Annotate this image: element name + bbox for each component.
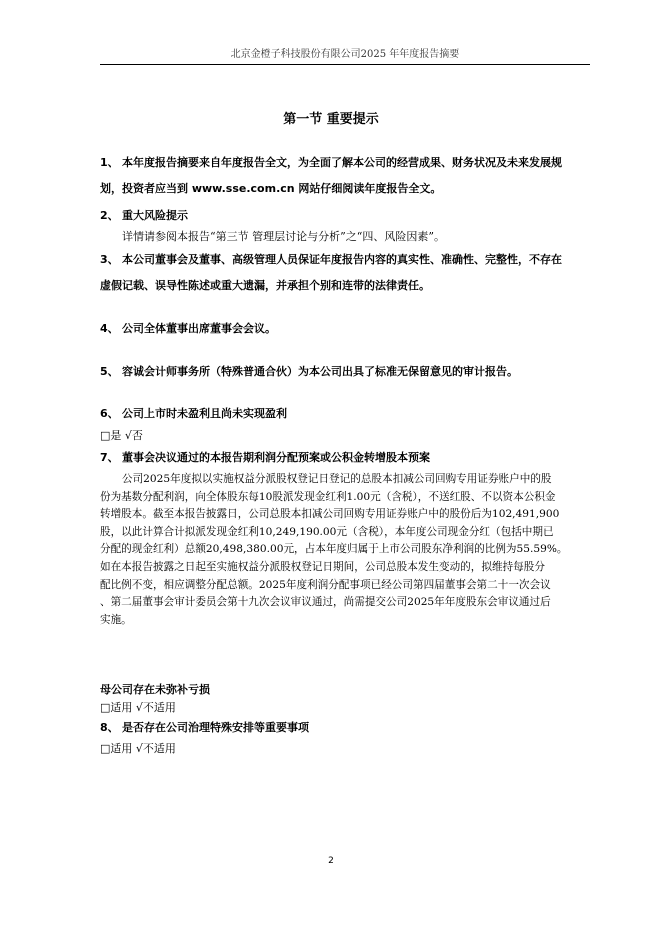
paragraph-line: 股，以此计算合计拟派发现金红利10,249,190.00元（含税），本年度公司现金分红（包括中期已 <box>100 525 554 538</box>
item-3-line-2: 虚假记载、误导性陈述或重大遗漏，并承担个别和连带的法律责任。 <box>100 279 430 292</box>
item-6-options: □是 √否 <box>100 429 143 442</box>
paragraph-line: 如在本报告披露之日起至实施权益分派股权登记日期间，公司总股本发生变动的，拟维持每股分 <box>100 560 545 573</box>
item-4-title: 公司全体董事出席董事会会议。 <box>122 322 276 335</box>
paragraph-line: 份为基数分配利润，向全体股东每10股派发现金红利1.00元（含税），不送红股、不以资本公积金 <box>100 490 556 503</box>
item-1-line-2: 划，投资者应当到 www.sse.com.cn 网站仔细阅读年度报告全文。 <box>100 182 442 195</box>
page-number: 2 <box>328 856 334 866</box>
page-header: 北京金橙子科技股份有限公司2025 年年度报告摘要 <box>100 45 590 65</box>
paragraph-line: 分配的现金红利）总额20,498,380.00元，占本年度归属于上市公司股东净利润的比例为55.59%。 <box>100 543 568 556</box>
parent-loss-options: □适用 √不适用 <box>100 701 176 714</box>
item-5-number: 5、 <box>100 365 119 378</box>
item-8-number: 8、 <box>100 721 119 734</box>
paragraph-line: 转增股本。截至本报告披露日，公司总股本扣减公司回购专用证券账户中的股份后为102,491,900 <box>100 508 560 521</box>
item-2-number: 2、 <box>100 209 119 222</box>
item-7-line <box>100 450 430 466</box>
item-5-line <box>100 364 518 380</box>
item-2-title-line <box>100 208 188 224</box>
item-5-title: 容诚会计师事务所（特殊普通合伙）为本公司出具了标准无保留意见的审计报告。 <box>122 365 518 378</box>
item-2-text: 详情请参阅本报告“第三节 管理层讨论与分析”之“四、风险因素”。 <box>122 230 445 243</box>
item-8-options: □适用 √不适用 <box>100 742 176 755</box>
item-4-line <box>100 321 276 337</box>
paragraph-line: 、第二届董事会审计委员会第十九次会议审议通过，尚需提交公司2025年年度股东会审议通过后 <box>100 596 551 609</box>
item-6-line <box>100 406 287 422</box>
dividend-paragraph <box>100 471 590 629</box>
item-7-number: 7、 <box>100 451 119 464</box>
item-6-number: 6、 <box>100 407 119 420</box>
item-8-title: 是否存在公司治理特殊安排等重要事项 <box>122 721 309 734</box>
paragraph-line: 配比例不变，相应调整分配总额。2025年度利润分配事项已经公司第四届董事会第二十一次会议 <box>100 578 551 591</box>
item-4-number: 4、 <box>100 322 119 335</box>
item-8-line <box>100 720 309 736</box>
item-1-number: 1、 <box>100 156 119 169</box>
item-1-line-1 <box>100 155 562 171</box>
paragraph-line: 实施。 <box>100 613 132 626</box>
section-title: 第一节 重要提示 <box>283 112 379 127</box>
item-3-number: 3、 <box>100 253 119 266</box>
item-6-title: 公司上市时未盈利且尚未实现盈利 <box>122 407 287 420</box>
item-3-line-1 <box>100 252 562 268</box>
parent-loss-title: 母公司存在未弥补亏损 <box>100 683 210 696</box>
item-2-title: 重大风险提示 <box>122 209 188 222</box>
item-1-text-1: 本年度报告摘要来自年度报告全文，为全面了解本公司的经营成果、财务状况及未来发展规 <box>122 156 562 169</box>
item-7-title: 董事会决议通过的本报告期利润分配预案或公积金转增股本预案 <box>122 451 430 464</box>
paragraph-line: 公司2025年度拟以实施权益分派股权登记日登记的总股本扣减公司回购专用证券账户中的股 <box>122 473 552 485</box>
item-3-text-1: 本公司董事会及董事、高级管理人员保证年度报告内容的真实性、准确性、完整性，不存在 <box>122 253 562 266</box>
